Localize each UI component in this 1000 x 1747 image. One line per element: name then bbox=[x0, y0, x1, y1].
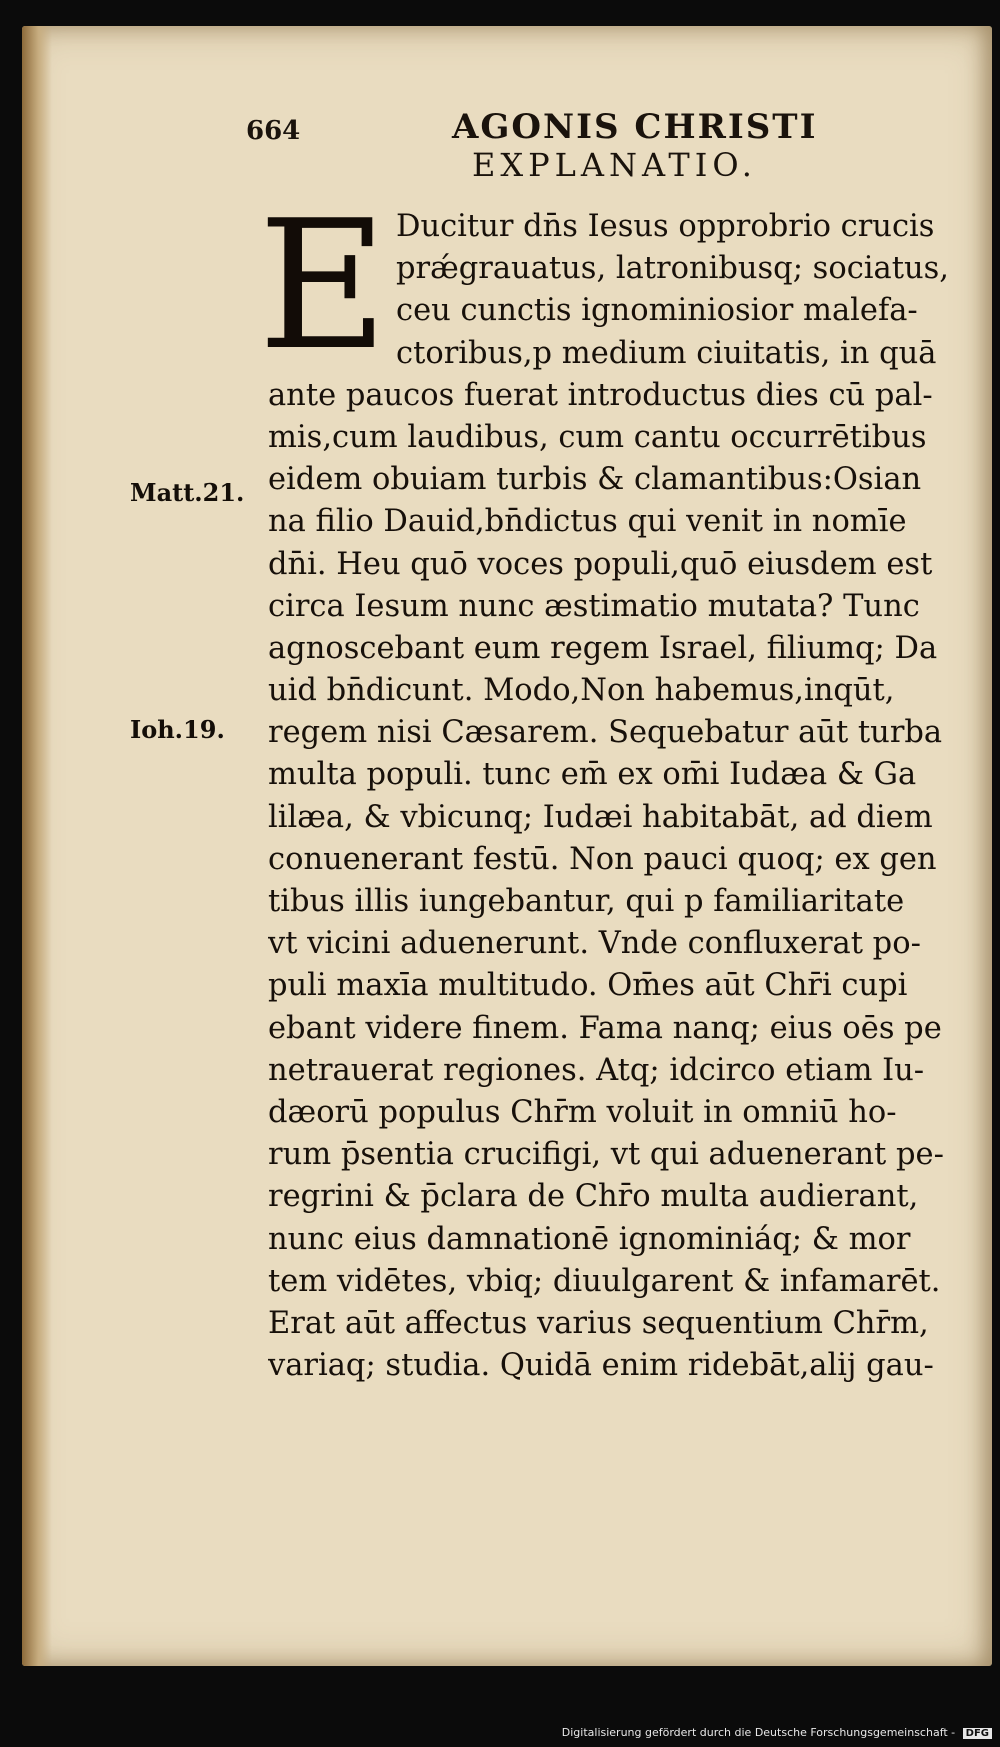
text-line: tem vidētes, vbiq; diuulgarent & infamarēt. bbox=[268, 1263, 941, 1299]
margin-note-matthew: Matt.21. bbox=[130, 478, 245, 507]
text-line: regem nisi Cæsarem. Sequebatur aūt turba bbox=[268, 715, 943, 751]
text-line: na filio Dauid,bn̄dictus qui venit in nomīe bbox=[268, 504, 907, 540]
text-line: Ducitur dn̄s Iesus opprobrio crucis bbox=[396, 209, 935, 244]
text-line: Erat aūt affectus varius sequentium Chr̄m, bbox=[268, 1305, 929, 1341]
text-line: conuenerant festū. Non pauci quoq; ex gen bbox=[268, 841, 937, 877]
dfg-logo: DFG bbox=[963, 1728, 992, 1739]
text-line: dn̄i. Heu quō voces populi,quō eiusdem est bbox=[268, 546, 933, 582]
text-line: ctoribus,p medium ciuitatis, in quā bbox=[396, 335, 937, 371]
running-head bbox=[452, 108, 872, 184]
text-line: regrini & p̄clara de Chr̄o multa audierant, bbox=[268, 1179, 919, 1215]
page-number: 664 bbox=[246, 116, 301, 146]
text-line: nunc eius damnationē ignominiáq; & mor bbox=[268, 1221, 911, 1257]
text-line: netrauerat regiones. Atq; idcirco etiam Iu- bbox=[268, 1052, 925, 1088]
text-line: prǽgrauatus, latronibusq; sociatus, bbox=[396, 251, 949, 287]
text-line: ante paucos fuerat introductus dies cū pal- bbox=[268, 377, 933, 413]
text-line: circa Iesum nunc æstimatio mutata? Tunc bbox=[268, 588, 920, 624]
text-line: lilæa, & vbicunq; Iudæi habitabāt, ad diem bbox=[268, 799, 933, 835]
text-line: uid bn̄dicunt. Modo,Non habemus,inqūt, bbox=[268, 673, 895, 709]
credit-text: Digitalisierung gefördert durch die Deutsche Forschungsgemeinschaft - bbox=[561, 1726, 956, 1739]
text-line: mis,cum laudibus, cum cantu occurrētibus bbox=[268, 419, 927, 455]
text-line: vt vicini aduenerunt. Vnde confluxerat po- bbox=[268, 926, 921, 962]
text-line: eidem obuiam turbis & clamantibus:Osian bbox=[268, 462, 922, 498]
text-line: agnoscebant eum regem Israel, filiumq; Da bbox=[268, 630, 938, 666]
decorated-initial: E bbox=[258, 182, 388, 389]
text-line: multa populi. tunc em̄ ex om̄i Iudæa & Ga bbox=[268, 757, 917, 793]
book-page bbox=[22, 26, 992, 1666]
text-line: variaq; studia. Quidā enim ridebāt,alij gau- bbox=[268, 1348, 934, 1384]
digitization-credit bbox=[562, 1726, 992, 1739]
text-line: tibus illis iungebantur, qui p familiaritate bbox=[268, 884, 905, 919]
running-head-subtitle: EXPLANATIO. bbox=[472, 146, 757, 184]
text-line: ebant videre finem. Fama nanq; eius oēs pe bbox=[268, 1010, 942, 1046]
body-text bbox=[268, 206, 968, 1387]
text-line: rum p̄sentia crucifigi, vt qui aduenerant pe- bbox=[268, 1137, 944, 1173]
margin-note-john: Ioh.19. bbox=[130, 715, 225, 744]
text-line: dæorū populus Chr̄m voluit in omniū ho- bbox=[268, 1094, 897, 1130]
text-line: puli maxīa multitudo. Om̄es aūt Chr̄i cupi bbox=[268, 968, 908, 1004]
text-line: ceu cunctis ignominiosior malefa- bbox=[396, 293, 918, 329]
running-head-title: AGONIS CHRISTI bbox=[452, 107, 818, 147]
